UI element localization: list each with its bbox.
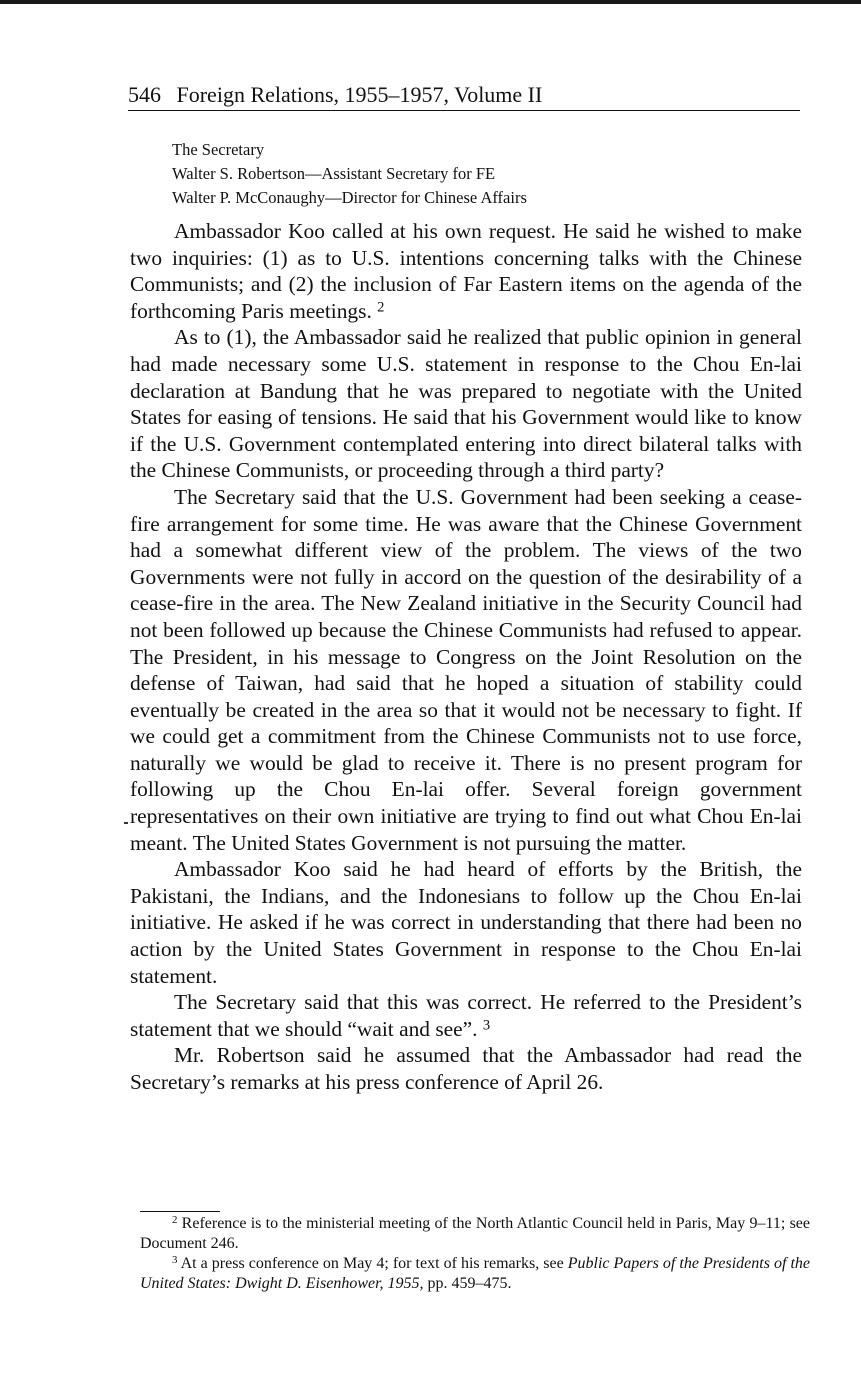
paragraph-6-text: Mr. Robertson said he assumed that the Ambassador had read the Secretary’s remarks at his press conference of April 26. (130, 1043, 802, 1094)
page-number: 546 (128, 82, 161, 107)
participant-robertson: Walter S. Robertson—Assistant Secretary for FE (172, 164, 496, 183)
scan-speck (124, 822, 128, 824)
footnote-divider (140, 1211, 220, 1212)
footnote-3-publication-title: Public Papers of the Presidents of the United States: Dwight D. Eisenhower, 1955, (140, 1255, 811, 1292)
paragraph-1 (130, 218, 802, 324)
paragraph-2-text: As to (1), the Ambassador said he realized that public opinion in general had made necessary some U.S. statement in response to the Chou En-lai declaration at Bandung that he was prepared to negotiate with the United States for easing of tensions. He said that his Government would like to know if the U.S. Government contemplated entering into direct bilateral talks with the Chinese Communists, or proceeding through a third party? (130, 325, 802, 483)
footnote-ref-3: 3 (482, 1017, 491, 1034)
participant-secretary: The Secretary (172, 140, 265, 159)
running-title: Foreign Relations, 1955–1957, Volume II (176, 82, 543, 107)
footnote-2 (140, 1214, 810, 1254)
participant-mcconaughy: Walter P. McConaughy—Director for Chinese Affairs (172, 188, 527, 207)
running-header (128, 82, 800, 111)
footnote-ref-2: 2 (377, 299, 385, 316)
footnote-3-mark: 3 (172, 1254, 178, 1267)
paragraph-4-text: Ambassador Koo said he had heard of efforts by the British, the Pakistani, the Indians, and the Indonesians to follow up the Chou En-lai initiative. He asked if he was correct in understanding that there had been no action by the United States Government in response to the Chou En-lai statement. (130, 857, 802, 988)
footnote-2-mark: 2 (172, 1214, 178, 1227)
memorandum-body (130, 218, 802, 1096)
paragraph-6 (130, 1042, 802, 1095)
paragraph-5 (130, 989, 802, 1042)
paragraph-2 (130, 324, 802, 484)
scan-top-edge (0, 0, 861, 4)
paragraph-5-text: The Secretary said that this was correct. He referred to the President’s statement that we should “wait and see”. (130, 990, 802, 1041)
paragraph-1-text: Ambassador Koo called at his own request. He said he wished to make two inquiries: (1) as to U.S. intentions concerning talks with the Chinese Communists; and (2) the inclusion of Far Eastern items on the agenda of the forthcoming Paris meetings. (130, 219, 802, 323)
participants-list (172, 138, 792, 210)
paragraph-3 (130, 484, 802, 856)
paragraph-3-text: The Secretary said that the U.S. Government had been seeking a cease-fire arrangement for some time. He was aware that the Chinese Government had a somewhat different view of the problem. The views of the two Governments were not fully in accord on the question of the desirability of a cease-fire in the area. The New Zealand initiative in the Security Council had not been followed up because the Chinese Communists had refused to appear. The President, in his message to Congress on the Joint Resolution on the defense of Taiwan, had said that he hoped a situation of stability could eventually be created in the area so that it would not be necessary to fight. If we could get a commitment from the Chinese Communists not to use force, naturally we would be glad to receive it. There is no present program for following up the Chou En-lai offer. Several foreign government representatives on their own initiative are trying to find out what Chou En-lai meant. The United States Government is not pursuing the matter. (130, 484, 802, 855)
footnote-3-text: At a press conference on May 4; for text of his remarks, see (180, 1255, 564, 1272)
footnote-2-text: Reference is to the ministerial meeting of the North Atlantic Council held in Paris, May 9–11; see Document 246. (140, 1215, 811, 1252)
footnote-3 (140, 1254, 810, 1294)
footnotes (140, 1214, 810, 1294)
paragraph-4 (130, 856, 802, 989)
footnote-3-pages: pp. 459–475. (427, 1275, 512, 1292)
